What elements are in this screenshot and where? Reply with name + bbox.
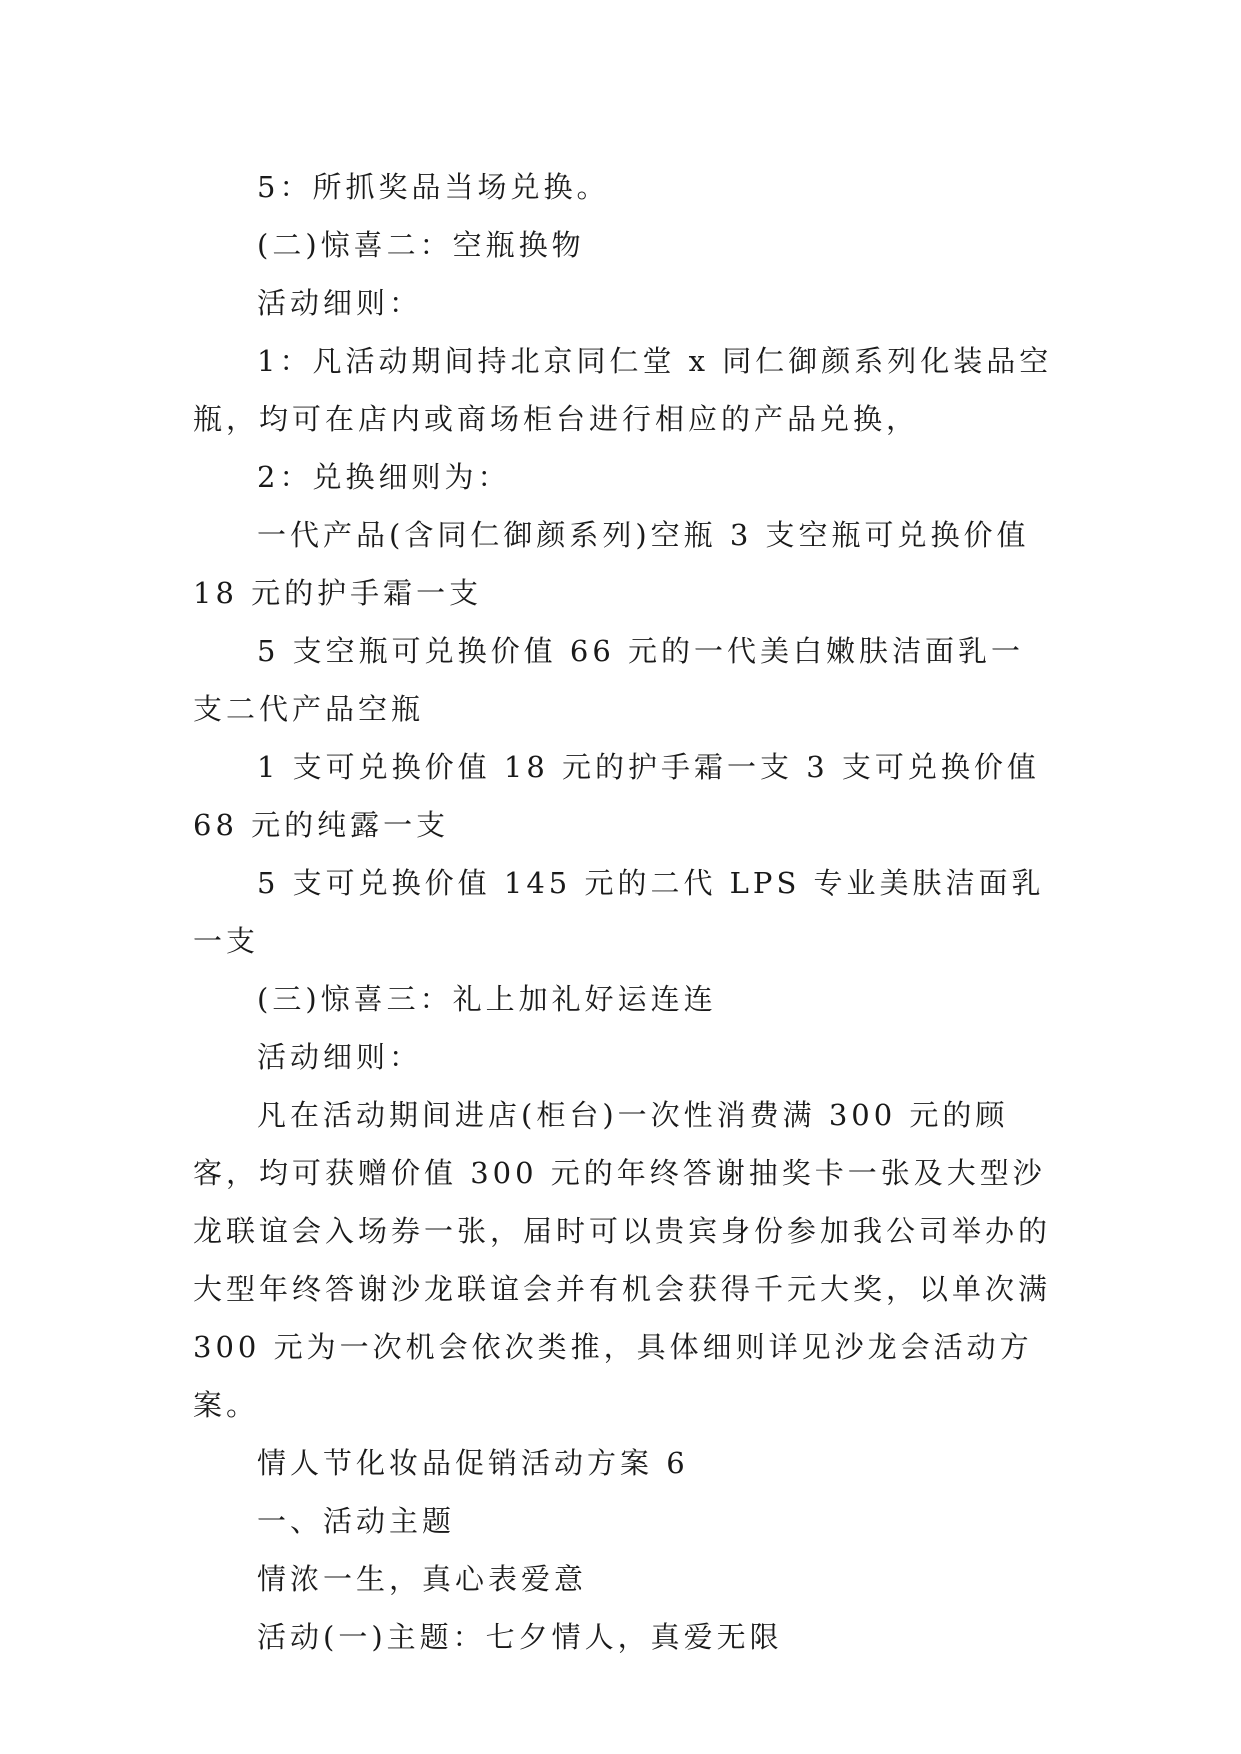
paragraph-rule-two: 2：兑换细则为： — [257, 460, 511, 494]
paragraph-rules-label-2: 活动细则： — [257, 1040, 423, 1074]
heading-plan-six: 情人节化妆品促销活动方案 6 — [257, 1446, 689, 1480]
paragraph-spend-reward: 凡在活动期间进店(柜台)一次性消费满 300 元的顾客，均可获赠价值 300 元的年终答谢抽奖卡一张及大型沙龙联谊会入场券一张，届时可以贵宾身份参加我公司举办的大型年终答谢沙龙联谊会并有机会获得千元大奖，以单次满 300 元为一次机会依次类推，具体细则详见沙龙会活动方案。 — [193, 1098, 1065, 1422]
paragraph-prize-redeem: 5：所抓奖品当场兑换。 — [257, 170, 610, 204]
document-body — [193, 158, 1065, 1666]
paragraph-theme-slogan: 情浓一生，真心表爱意 — [257, 1562, 588, 1596]
heading-surprise-three: (三)惊喜三：礼上加礼好运连连 — [257, 982, 717, 1016]
heading-activity-theme: 一、活动主题 — [257, 1504, 456, 1538]
paragraph-activity-one-theme: 活动(一)主题：七夕情人，真爱无限 — [257, 1620, 783, 1654]
heading-surprise-two: (二)惊喜二：空瓶换物 — [257, 228, 585, 262]
paragraph-rules-label: 活动细则： — [257, 286, 423, 320]
paragraph-exchange-lps: 5 支可兑换价值 145 元的二代 LPS 专业美肤洁面乳一支 — [193, 866, 1045, 958]
paragraph-rule-one: 1：凡活动期间持北京同仁堂 x 同仁御颜系列化装品空瓶，均可在店内或商场柜台进行相应的产品兑换， — [193, 344, 1053, 436]
paragraph-exchange-first-gen: 一代产品(含同仁御颜系列)空瓶 3 支空瓶可兑换价值 18 元的护手霜一支 — [193, 518, 1043, 610]
paragraph-exchange-five-bottles: 5 支空瓶可兑换价值 66 元的一代美白嫩肤洁面乳一支二代产品空瓶 — [193, 634, 1025, 726]
paragraph-exchange-second-gen: 1 支可兑换价值 18 元的护手霜一支 3 支可兑换价值 68 元的纯露一支 — [193, 750, 1054, 842]
